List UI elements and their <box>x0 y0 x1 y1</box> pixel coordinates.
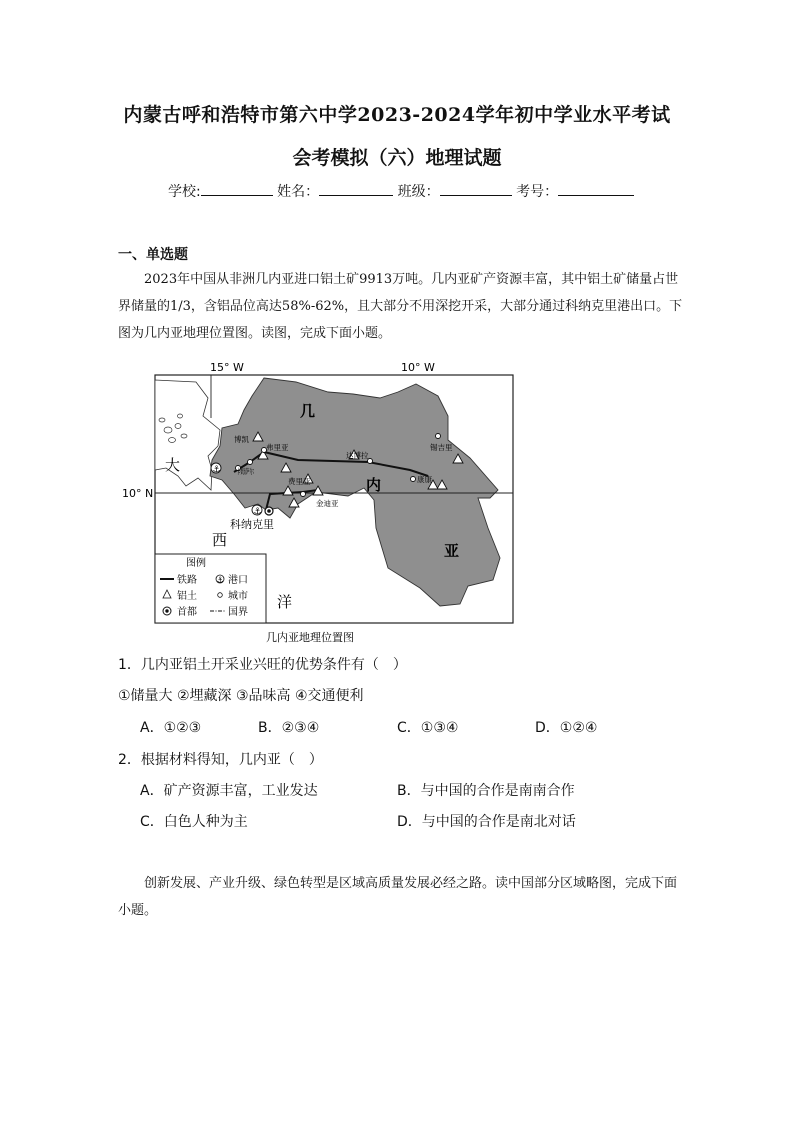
legend-bauxite: 铝土 <box>177 591 197 602</box>
exam-number-label: 考号： <box>516 184 559 200</box>
legend-border: 国界 <box>228 607 248 618</box>
q2-option-c[interactable]: C．白色人种为主 <box>140 814 248 830</box>
section-title: 一、单选题 <box>118 247 188 263</box>
svg-text:⚓: ⚓ <box>212 465 221 475</box>
q2-option-b[interactable]: B．与中国的合作是南南合作 <box>397 783 575 799</box>
question-1-items: ①储量大 ②埋藏深 ③品味高 ④交通便利 <box>118 688 364 704</box>
lon-label-15w: 15° W <box>210 361 244 374</box>
name-blank[interactable] <box>319 181 393 196</box>
q1-option-d[interactable]: D．①②④ <box>535 720 598 736</box>
q1-option-a[interactable]: A．①②③ <box>140 720 202 736</box>
city-label-fria: 弗里亚 <box>266 443 289 452</box>
exam-title-line2: 会考模拟（六）地理试题 <box>292 147 502 169</box>
map-caption: 几内亚地理位置图 <box>266 631 354 644</box>
q1-option-c[interactable]: C．①③④ <box>397 720 459 736</box>
exam-number-blank[interactable] <box>558 181 634 196</box>
country-char-2: 内 <box>366 476 382 494</box>
passage-china-region: 创新发展、产业升级、绿色转型是区域高质量发展必经之路。读中国部分区域略图，完成下面小题。 <box>118 876 678 918</box>
legend-capital: 首都 <box>177 607 197 618</box>
city-label-kamsar: 卡姆萨尔 <box>236 467 266 476</box>
question-2-stem: 2．根据材料得知，几内亚（ ） <box>118 752 323 768</box>
legend-city: 城市 <box>228 591 248 602</box>
class-label: 班级： <box>397 184 440 200</box>
city-label-feria: 费里亚 <box>288 477 311 486</box>
legend-title: 图例 <box>186 558 206 569</box>
capital-label: 科纳克里 <box>230 518 274 531</box>
passage-guinea: 2023年中国从非洲几内亚进口铝土矿9913万吨。几内亚矿产资源丰富，其中铝土矿储量占世界储量的1/3，含铝品位高达58%-62%，且大部分不用深挖开采，大部分通过科纳克里港出口。下图为几内亚地理位置图。读图，完成下面小题。 <box>118 272 683 341</box>
map-legend <box>155 554 266 623</box>
ocean-char-2: 西 <box>212 531 228 549</box>
exam-title-line1: 内蒙古呼和浩特市第六中学2023-2024学年初中学业水平考试 <box>123 104 671 126</box>
svg-text:⚓: ⚓ <box>216 575 224 585</box>
question-1-stem: 1．几内亚铝土开采业兴旺的优势条件有（ ） <box>118 657 407 673</box>
ocean-char-3: 洋 <box>277 593 293 611</box>
ocean-char-1: 大 <box>165 456 181 474</box>
lat-label-10n: 10° N <box>122 487 154 500</box>
guinea-location-map <box>122 358 520 648</box>
student-info-row <box>168 181 634 201</box>
city-label-siguiri: 锡吉里 <box>430 443 453 452</box>
city-label-boke: 博凯 <box>234 435 249 444</box>
school-blank[interactable] <box>201 181 273 196</box>
school-label: 学校: <box>168 184 201 200</box>
lon-label-10w: 10° W <box>401 361 435 374</box>
country-char-1: 几 <box>300 402 316 420</box>
class-blank[interactable] <box>440 181 512 196</box>
q1-option-b[interactable]: B．②③④ <box>258 720 320 736</box>
q2-option-a[interactable]: A．矿产资源丰富，工业发达 <box>140 783 318 799</box>
city-label-dabola: 达博拉 <box>346 451 369 460</box>
city-label-kindia: 金迪亚 <box>316 499 339 508</box>
city-label-kankan: 康康 <box>417 475 432 484</box>
name-label: 姓名： <box>277 184 320 200</box>
country-char-3: 亚 <box>444 542 460 560</box>
svg-text:⚓: ⚓ <box>253 507 262 517</box>
q2-option-d[interactable]: D．与中国的合作是南北对话 <box>397 814 576 830</box>
legend-port: 港口 <box>228 575 248 586</box>
legend-railway: 铁路 <box>177 575 197 586</box>
